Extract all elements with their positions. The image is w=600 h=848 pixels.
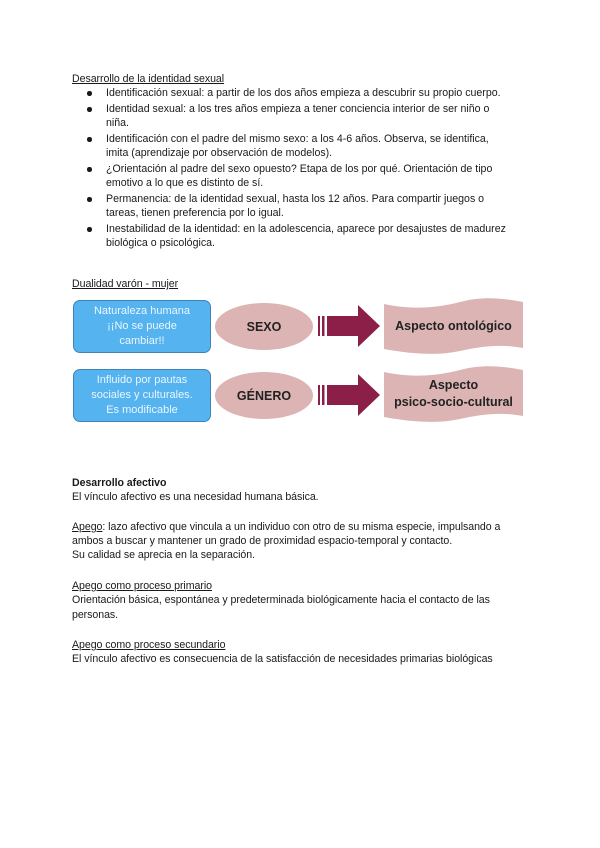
apego-definition-line3: Su calidad se aprecia en la separación. xyxy=(72,549,255,561)
bullet-item: Identificación sexual: a partir de los dos años empieza a descubrir su propio cuerpo. xyxy=(72,86,542,100)
apego-primario-line1: Orientación básica, espontánea y predeterminada biológicamente hacia el contacto de las xyxy=(72,594,490,606)
apego-definition-line2: ambos a buscar y mantener un grado de proximidad espacio-temporal y contacto. xyxy=(72,535,453,547)
bullet-item: ¿Orientación al padre del sexo opuesto? Etapa de los por qué. Orientación de tipo emotivo a lo que es distinto de sí. xyxy=(72,162,542,190)
aspecto-ontologico-label: Aspecto ontológico xyxy=(395,318,512,333)
apego-primario-heading: Apego como proceso primario xyxy=(72,580,212,592)
apego-secundario-heading: Apego como proceso secundario xyxy=(72,639,226,651)
genero-ellipse: GÉNERO xyxy=(215,372,313,419)
sexo-ellipse: SEXO xyxy=(215,303,313,350)
bullet-item: Inestabilidad de la identidad: en la adolescencia, aparece por desajustes de madurez biológica o psicológica. xyxy=(72,222,542,250)
arrow-right-icon xyxy=(318,305,380,347)
influido-pautas-box: Influido por pautas sociales y culturales. Es modificable xyxy=(73,369,211,422)
bullet-item: Permanencia: de la identidad sexual, hasta los 12 años. Para compartir juegos o tareas, tienen preferencia por lo igual. xyxy=(72,192,542,220)
section-heading-identidad-sexual: Desarrollo de la identidad sexual xyxy=(72,73,225,85)
bullet-item: Identidad sexual: a los tres años empieza a tener conciencia interior de ser niño o niña. xyxy=(72,102,542,130)
section-heading-dualidad: Dualidad varón - mujer xyxy=(72,278,179,290)
apego-primario-line2: personas. xyxy=(72,609,119,621)
bullet-item: Identificación con el padre del mismo sexo: a los 4-6 años. Observa, se identifica, imita (aprendizaje por observación de modelos). xyxy=(72,132,542,160)
arrow-right-icon xyxy=(318,374,380,416)
apego-secundario-line1: El vínculo afectivo es consecuencia de la satisfacción de necesidades primarias biológicas xyxy=(72,653,493,665)
desarrollo-afectivo-intro: El vínculo afectivo es una necesidad humana básica. xyxy=(72,491,319,503)
section-heading-desarrollo-afectivo: Desarrollo afectivo xyxy=(72,477,167,489)
apego-term: Apego xyxy=(72,521,103,533)
apego-definition-line1: Apego: lazo afectivo que vincula a un individuo con otro de su misma especie, impulsando a xyxy=(72,521,501,533)
naturaleza-humana-box: Naturaleza humana ¡¡No se puede cambiar!! xyxy=(73,300,211,353)
aspecto-psico-socio-cultural-label: Aspecto psico-socio-cultural xyxy=(394,378,513,409)
